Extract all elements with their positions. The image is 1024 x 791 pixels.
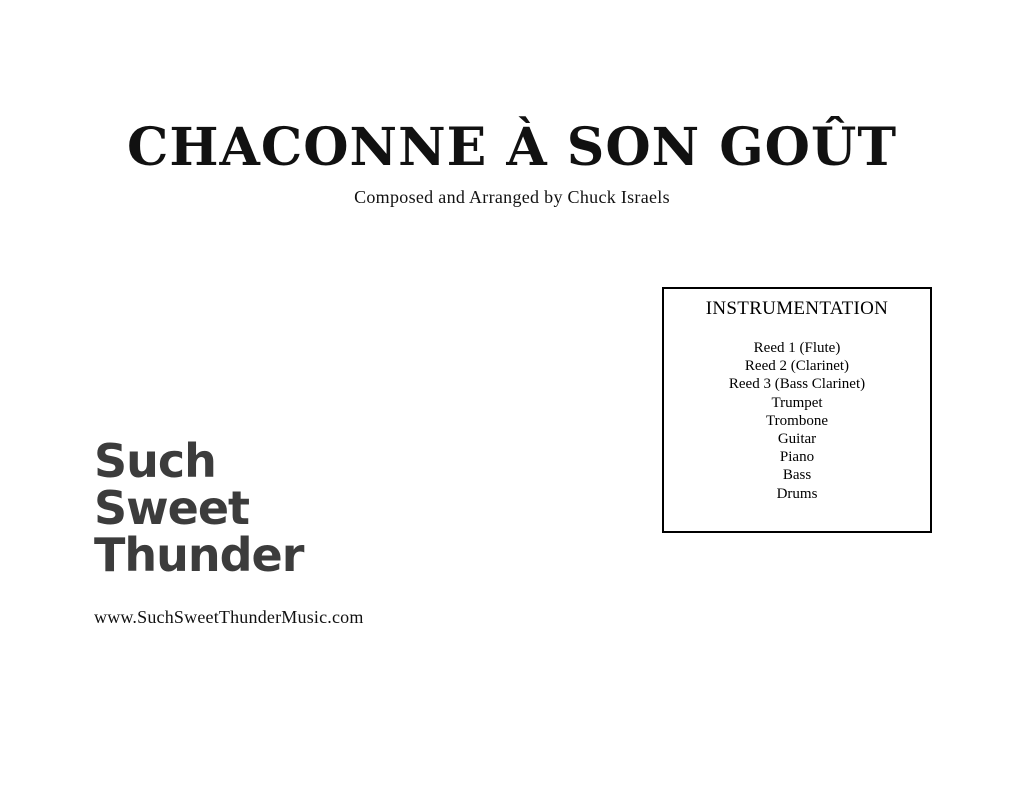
instrument-item: Guitar [777,431,817,448]
instrumentation-heading: INSTRUMENTATION [705,298,889,319]
logo-line-such: Such [94,434,216,488]
logo-line-thunder: Thunder [94,528,304,582]
page-title: CHACONNE À SON GOÛT [126,117,898,178]
instrument-item: Bass [782,467,812,484]
logo-line-sweet: Sweet [94,481,250,535]
instrument-item: Trombone [766,412,828,429]
composer-credit: Composed and Arranged by Chuck Israels [354,187,670,207]
instrument-list [664,339,930,503]
instrument-item: Reed 2 (Clarinet) [744,358,850,375]
publisher-logo [94,434,304,582]
instrument-item: Piano [779,449,815,466]
instrument-item: Trumpet [771,394,823,411]
instrument-item: Reed 1 (Flute) [753,340,841,356]
instrumentation-box [662,287,932,533]
website-url: www.SuchSweetThunderMusic.com [94,607,364,627]
instrument-item: Reed 3 (Bass Clarinet) [728,376,866,393]
instrument-item: Drums [776,485,818,502]
